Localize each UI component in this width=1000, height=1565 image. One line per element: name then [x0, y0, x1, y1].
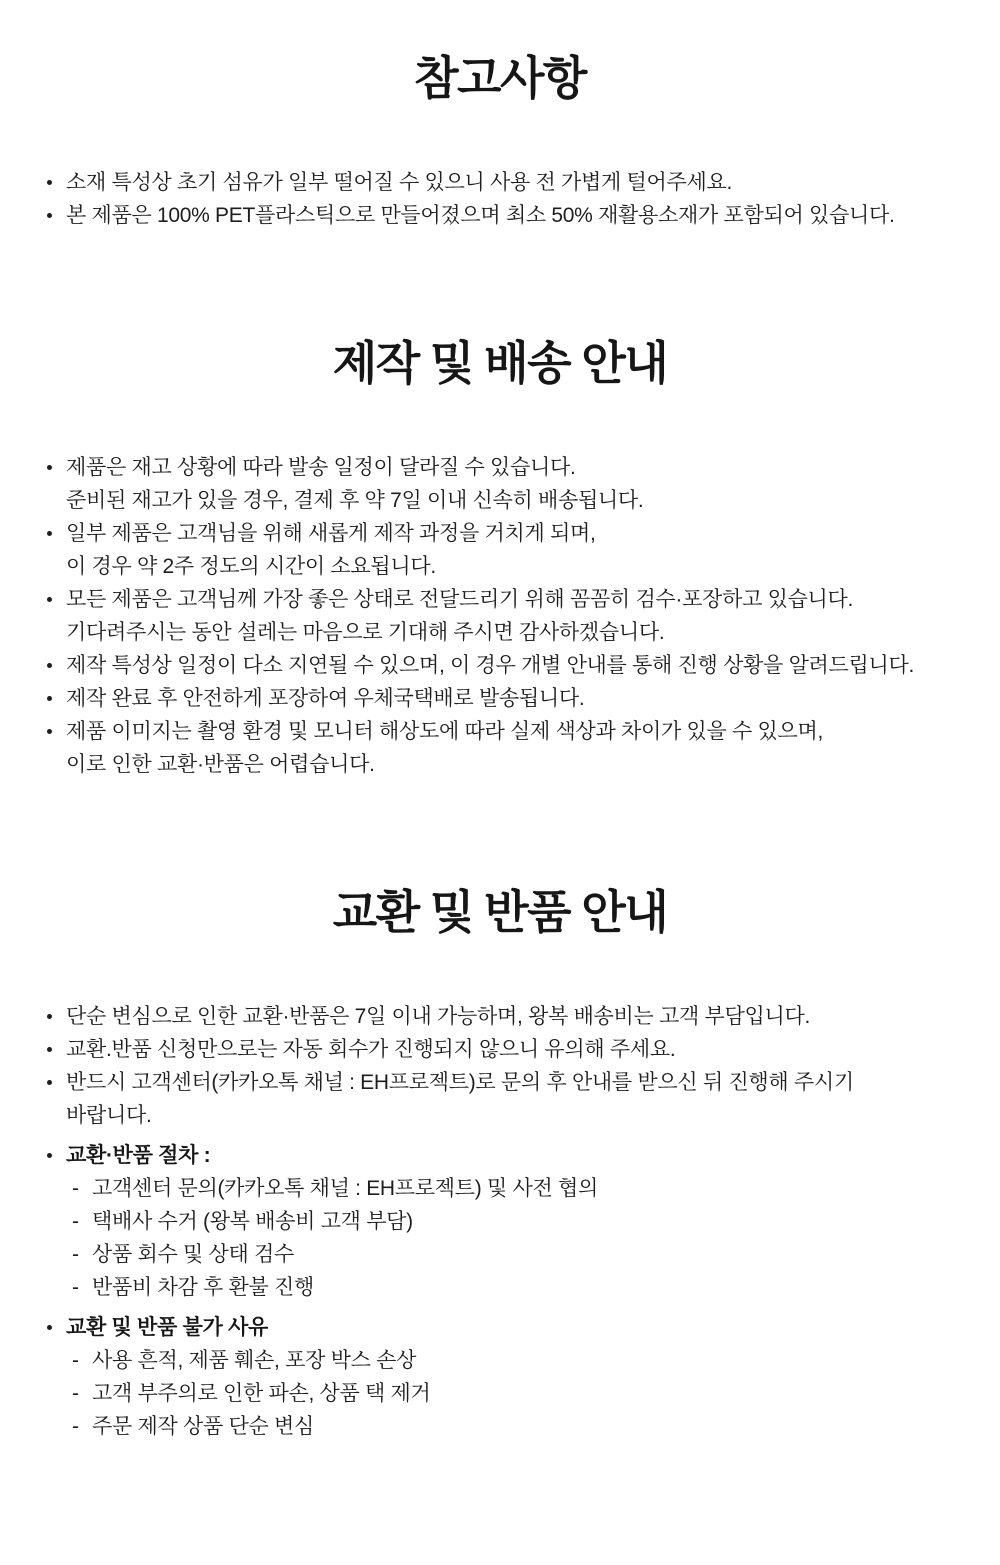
item-text: [66, 1311, 268, 1344]
text-line: 본 제품은 100% PET플라스틱으로 만들어졌으며 최소 50% 재활용소재가 포함되어 있습니다.: [66, 204, 895, 227]
sub-list-item: [72, 1238, 1000, 1271]
text-line: 일부 제품은 고객님을 위해 새롭게 제작 과정을 거치게 되며,: [66, 522, 596, 545]
item-text: [66, 649, 914, 682]
text-line: 고객센터 문의(카카오톡 채널 : EH프로젝트) 및 사전 협의: [92, 1177, 598, 1200]
dash-marker: -: [72, 1382, 79, 1405]
list-item: [44, 715, 1000, 781]
text-line: 단순 변심으로 인한 교환·반품은 7일 이내 가능하며, 왕복 배송비는 고객 부담입니다.: [66, 1005, 811, 1028]
text-line: 제품 이미지는 촬영 환경 및 모니터 해상도에 따라 실제 색상과 차이가 있을 수 있으며,: [66, 720, 824, 743]
item-text: [92, 1238, 294, 1271]
text-line: 바랍니다.: [66, 1104, 152, 1127]
list-item: [44, 1033, 1000, 1066]
item-text: [66, 1000, 810, 1033]
item-text: [66, 682, 584, 715]
sub-list-item: [72, 1410, 1000, 1443]
dash-marker: -: [72, 1349, 79, 1372]
list-item: [44, 517, 1000, 583]
section-title: 제작 및 배송 안내: [332, 337, 668, 389]
list-item: [44, 682, 1000, 715]
text-line: 교환.반품 신청만으로는 자동 회수가 진행되지 않으니 유의해 주세요.: [66, 1038, 676, 1061]
item-text: [66, 1139, 210, 1172]
sub-list-item: [72, 1172, 1000, 1205]
section-title: 참고사항: [414, 52, 586, 104]
text-line: 기다려주시는 동안 설레는 마음으로 기대해 주시면 감사하겠습니다.: [66, 621, 665, 644]
dash-marker: -: [72, 1415, 79, 1438]
item-text: [66, 715, 823, 781]
sub-list-item: [72, 1205, 1000, 1238]
item-text: [92, 1344, 416, 1377]
notice-section: [0, 337, 1000, 781]
text-line: 주문 제작 상품 단순 변심: [92, 1415, 314, 1438]
text-line: 제품은 재고 상황에 따라 발송 일정이 달라질 수 있습니다.: [66, 456, 576, 479]
text-line: 제작 완료 후 안전하게 포장하여 우체국택배로 발송됩니다.: [66, 687, 585, 710]
dash-marker: -: [72, 1177, 79, 1200]
list-item: [44, 1311, 1000, 1344]
text-line: 교환 및 반품 불가 사유: [66, 1316, 269, 1339]
text-line: 교환·반품 절차 :: [66, 1144, 211, 1167]
list-item: [44, 199, 1000, 232]
notice-section: [0, 886, 1000, 1443]
item-text: [66, 517, 595, 583]
item-text: [92, 1410, 314, 1443]
list-item: [44, 649, 1000, 682]
text-line: 준비된 재고가 있을 경우, 결제 후 약 7일 이내 신속히 배송됩니다.: [66, 489, 644, 512]
list-item: [44, 1139, 1000, 1172]
list-item: [44, 451, 1000, 517]
notice-section: [0, 52, 1000, 232]
sub-list-item: [72, 1271, 1000, 1304]
text-line: 소재 특성상 초기 섬유가 일부 떨어질 수 있으니 사용 전 가볍게 털어주세요.: [66, 171, 732, 194]
text-line: 반품비 차감 후 환불 진행: [92, 1276, 314, 1299]
item-text: [92, 1172, 598, 1205]
sections-container: [0, 52, 1000, 1443]
list-item: [44, 1000, 1000, 1033]
text-line: 사용 흔적, 제품 훼손, 포장 박스 손상: [92, 1349, 417, 1372]
section-item-list: [0, 451, 1000, 781]
text-line: 이 경우 약 2주 정도의 시간이 소요됩니다.: [66, 555, 436, 578]
dash-marker: -: [72, 1210, 79, 1233]
item-text: [66, 166, 732, 199]
text-line: 모든 제품은 고객님께 가장 좋은 상태로 전달드리기 위해 꼼꼼히 검수·포장하고 있습니다.: [66, 588, 854, 611]
text-line: 고객 부주의로 인한 파손, 상품 택 제거: [92, 1382, 431, 1405]
text-line: 제작 특성상 일정이 다소 지연될 수 있으며, 이 경우 개별 안내를 통해 진행 상황을 알려드립니다.: [66, 654, 915, 677]
list-item: [44, 166, 1000, 199]
section-title: 교환 및 반품 안내: [332, 886, 668, 938]
text-line: 이로 인한 교환·반품은 어렵습니다.: [66, 753, 375, 776]
item-text: [92, 1271, 314, 1304]
item-text: [92, 1205, 413, 1238]
item-text: [66, 199, 894, 232]
item-text: [66, 1066, 854, 1132]
dash-marker: -: [72, 1243, 79, 1266]
sub-list-item: [72, 1344, 1000, 1377]
item-text: [92, 1377, 431, 1410]
text-line: 택배사 수거 (왕복 배송비 고객 부담): [92, 1210, 413, 1233]
section-item-list: [0, 166, 1000, 232]
sub-list-item: [72, 1377, 1000, 1410]
text-line: 상품 회수 및 상태 검수: [92, 1243, 295, 1266]
text-line: 반드시 고객센터(카카오톡 채널 : EH프로젝트)로 문의 후 안내를 받으신 뒤 진행해 주시기: [66, 1071, 854, 1094]
list-item: [44, 1066, 1000, 1132]
dash-marker: -: [72, 1276, 79, 1299]
item-text: [66, 583, 853, 649]
item-text: [66, 451, 643, 517]
list-item: [44, 583, 1000, 649]
item-text: [66, 1033, 675, 1066]
section-item-list: [0, 1000, 1000, 1443]
